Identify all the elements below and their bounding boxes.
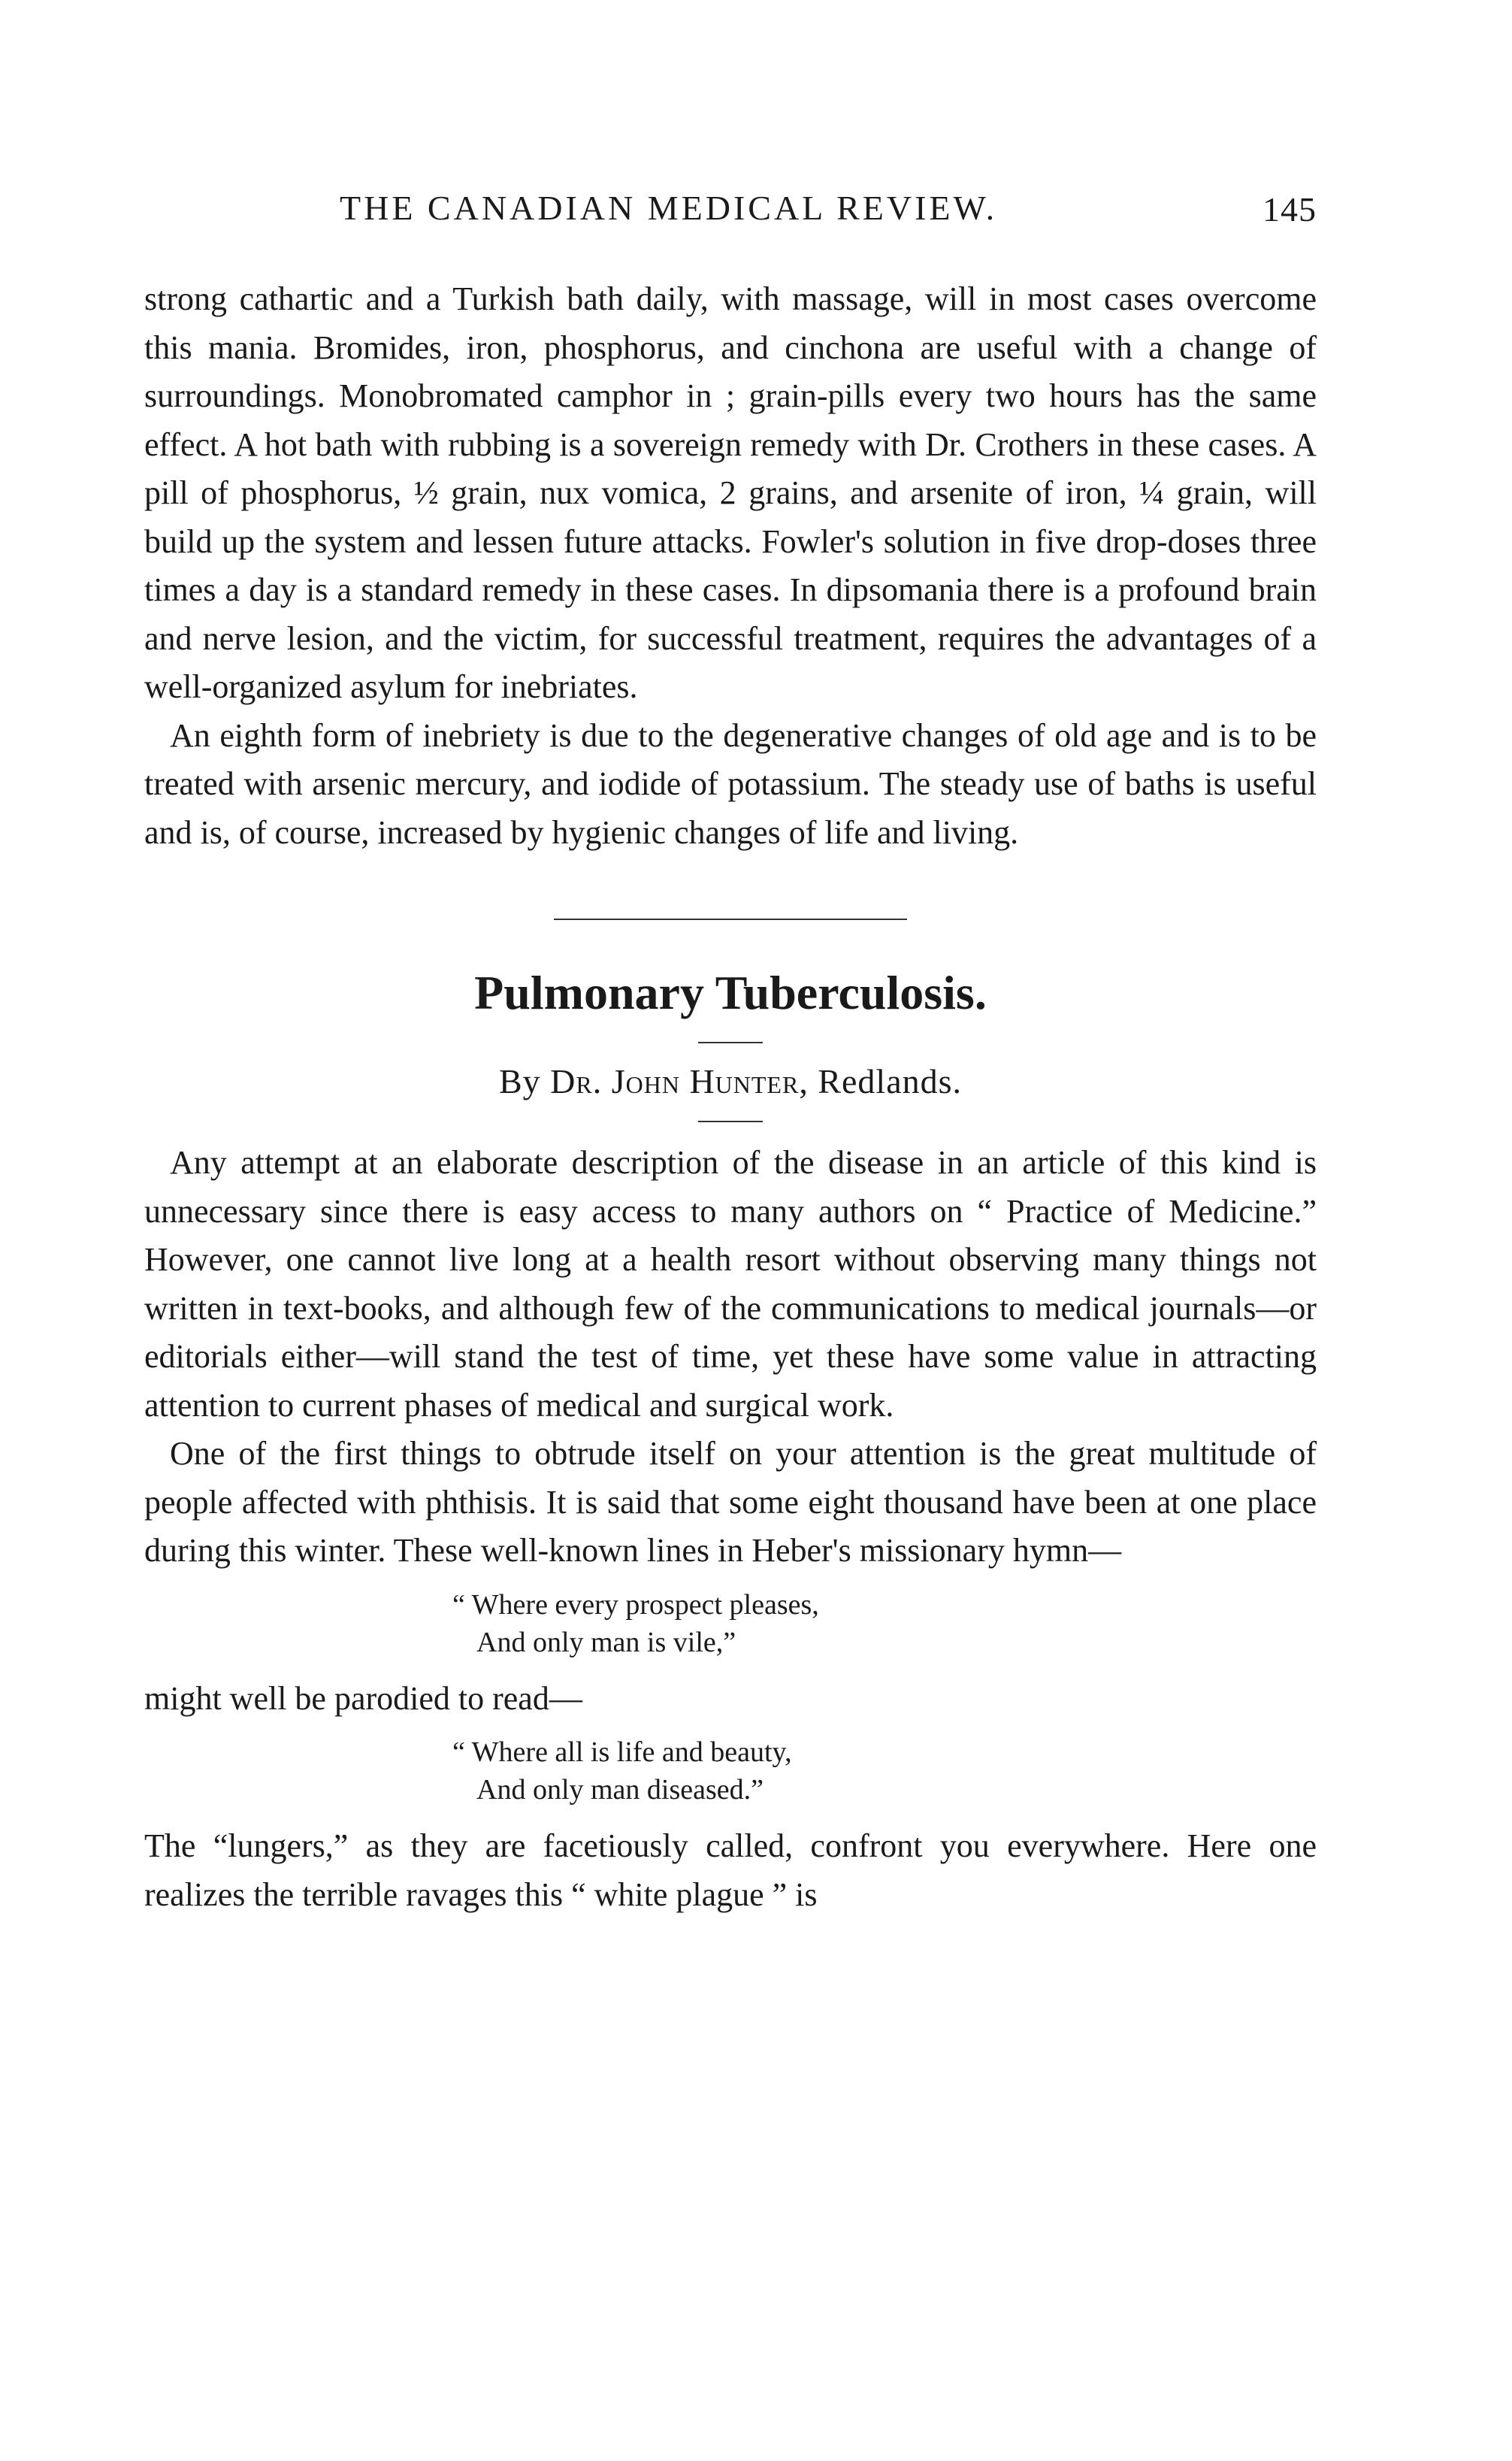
running-head (144, 188, 1317, 233)
byline-author: Dr. John Hunter, (550, 1062, 809, 1100)
verse-quote-1 (452, 1586, 1317, 1661)
verse-quote-2 (452, 1733, 1317, 1809)
article-paragraph-2: One of the first things to obtrude itself on your attention is the great multitude of people affected with phthisis. It is said that some eight thousand have been at one place during this winter. These well-known lines in Heber's missionary hymn— (144, 1435, 1317, 1569)
verse-2-line-2: And only man diseased.” (476, 1774, 764, 1806)
verse-1-line-1: “ Where every prospect pleases, (452, 1588, 819, 1621)
journal-title: THE CANADIAN MEDICAL REVIEW. (340, 189, 998, 227)
title-rule (698, 1042, 763, 1043)
article-paragraph-1: Any attempt at an elaborate description of the disease in an article of this kind is unnecessary since there is easy access to many authors on “ Practice of Medicine.” However, one cannot live long at a health resort without observing many things not written in text-books, and although few of the communications to medical journals—or editorials either—will stand the test of time, yet these have some value in attracting attention to current phases of medical and surgical work. (144, 1144, 1317, 1424)
page (144, 188, 1317, 1919)
verse-2-line-1: “ Where all is life and beauty, (452, 1736, 792, 1768)
article-paragraph-3: might well be parodied to read— (144, 1679, 582, 1717)
verse-1-line-2: And only man is vile,” (476, 1626, 736, 1658)
article-title: Pulmonary Tuberculosis. (474, 966, 987, 1019)
continuation-paragraph-1: strong cathartic and a Turkish bath daily, with massage, will in most cases overcome this mania. Bromides, iron, phosphorus, and cinchona are useful with a change of surroundings. Monobromated camphor in ; grain-pills every two hours has the same effect. A hot bath with rubbing is a sovereign remedy with Dr. Crothers in these cases. A pill of phosphorus, ½ grain, nux vomica, 2 grains, and arsenite of iron, ¼ grain, will build up the system and lessen future attacks. Fowler's solution in five drop-doses three times a day is a standard remedy in these cases. In dipsomania there is a profound brain and nerve lesion, and the victim, for successful treatment, requires the advantages of a well-organized asylum for inebriates. (144, 280, 1317, 705)
byline (144, 1061, 1317, 1101)
byline-rule (698, 1121, 763, 1122)
byline-prefix: By (498, 1062, 541, 1100)
page-number: 145 (1263, 190, 1317, 229)
byline-place: Redlands. (818, 1062, 963, 1100)
article-paragraph-4: The “lungers,” as they are facetiously called, confront you everywhere. Here one realizes the terrible ravages this “ white plague ” is (144, 1827, 1317, 1913)
section-divider (554, 919, 907, 920)
continuation-paragraph-2: An eighth form of inebriety is due to the degenerative changes of old age and is to be treated with arsenic mercury, and iodide of potassium. The steady use of baths is useful and is, of course, increased by hygienic changes of life and living. (144, 716, 1317, 851)
